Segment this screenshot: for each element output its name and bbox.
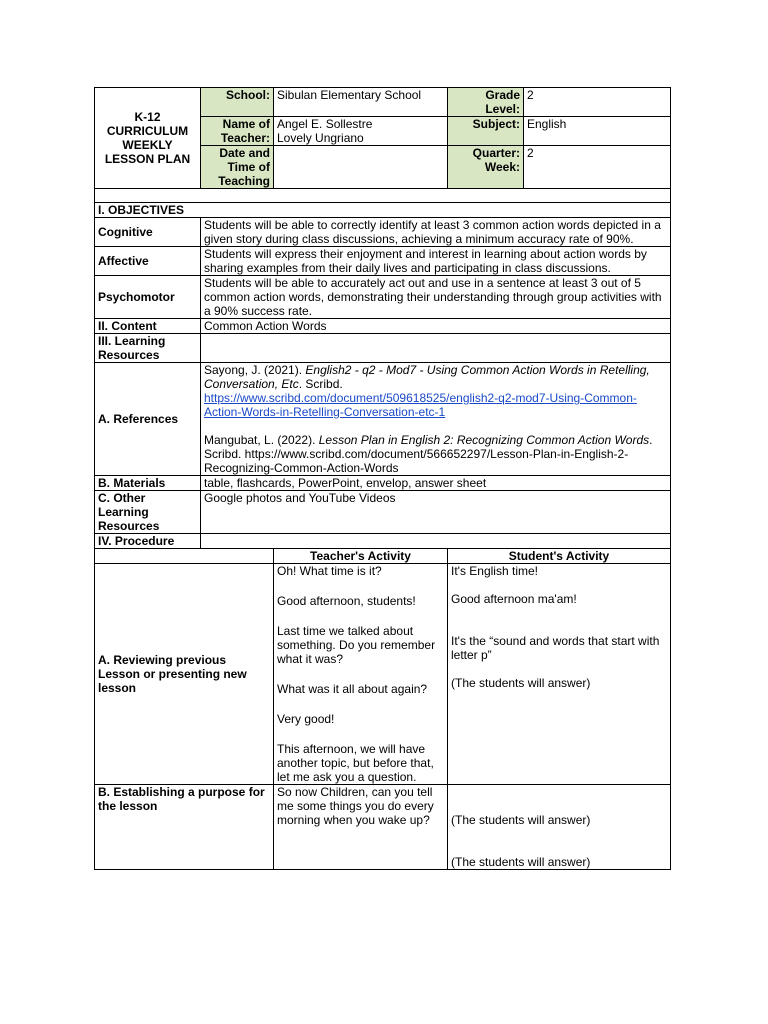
- subject-value: English: [524, 117, 671, 146]
- content-label: II. Content: [95, 319, 201, 334]
- content-value: Common Action Words: [201, 319, 671, 334]
- objectives-heading: I. OBJECTIVES: [95, 203, 671, 218]
- other-resources-label: C. Other Learning Resources: [95, 491, 201, 534]
- quarter-label: Quarter: Week:: [448, 146, 524, 189]
- student-activity-header: Student's Activity: [448, 549, 671, 564]
- teacher-activity-header: Teacher's Activity: [274, 549, 448, 564]
- date-label: Date and Time of Teaching: [201, 146, 274, 189]
- learning-resources-label: III. Learning Resources: [95, 334, 201, 363]
- lesson-plan-document: [94, 87, 670, 870]
- grade-label: Grade Level:: [448, 88, 524, 117]
- establishing-purpose-label: B. Establishing a purpose for the lesson: [95, 785, 274, 870]
- quarter-value: 2: [524, 146, 671, 189]
- spacer-row: [95, 189, 671, 203]
- references-value: [201, 363, 671, 476]
- learning-resources-value: [201, 334, 671, 363]
- establishing-purpose-teacher: So now Children, can you tell me some things you do every morning when you wake up?: [274, 785, 448, 870]
- school-label: School:: [201, 88, 274, 117]
- reviewing-lesson-teacher: Oh! What time is it? Good afternoon, students! Last time we talked about something. Do you remember what it was? What was it all about again? Very good! This afternoon, we will have another topic, but before that, let me ask you a question.: [274, 564, 448, 785]
- establishing-purpose-student: (The students will answer) (The students will answer): [448, 785, 671, 870]
- subject-label: Subject:: [448, 117, 524, 146]
- lesson-plan-table: [94, 87, 671, 870]
- affective-objective: Students will express their enjoyment and interest in learning about action words by sharing examples from their daily lives and participating in class discussions.: [201, 247, 671, 276]
- other-resources-value: Google photos and YouTube Videos: [201, 491, 671, 534]
- teacher-label: Name of Teacher:: [201, 117, 274, 146]
- reviewing-lesson-label: A. Reviewing previous Lesson or presenting new lesson: [95, 564, 274, 785]
- grade-value: 2: [524, 88, 671, 117]
- procedure-label: IV. Procedure: [95, 534, 201, 549]
- psychomotor-label: Psychomotor: [95, 276, 201, 319]
- reference-2: Mangubat, L. (2022). Lesson Plan in English 2: Recognizing Common Action Words. Scribd. https://www.scribd.com/document/566652297/Lesson-Plan-in-English-2-Recognizing-Common-Action-Words: [204, 433, 653, 475]
- reviewing-lesson-student: It's English time! Good afternoon ma'am! It's the “sound and words that start with letter p” (The students will answer): [448, 564, 671, 785]
- date-value: [274, 146, 448, 189]
- cognitive-objective: Students will be able to correctly identify at least 3 common action words depicted in a given story during class discussions, achieving a minimum accuracy rate of 90%.: [201, 218, 671, 247]
- materials-value: table, flashcards, PowerPoint, envelop, answer sheet: [201, 476, 671, 491]
- references-label: A. References: [95, 363, 201, 476]
- affective-label: Affective: [95, 247, 201, 276]
- procedure-header-blank: [95, 549, 274, 564]
- reference-1-link[interactable]: https://www.scribd.com/document/509618525/english2-q2-mod7-Using-Common-Action-Words-in-Retelling-Conversation-etc-1: [204, 391, 637, 419]
- teacher-value: Angel E. Sollestre Lovely Ungriano: [274, 117, 448, 146]
- school-value: Sibulan Elementary School: [274, 88, 448, 117]
- cognitive-label: Cognitive: [95, 218, 201, 247]
- reference-1: Sayong, J. (2021). English2 - q2 - Mod7 - Using Common Action Words in Retelling, Conversation, Etc. Scribd. https://www.scribd.com/document/509618525/english2-q2-mod7-Using-Common-Action-Words-in-Retelling-Conversation-etc-1: [204, 363, 650, 419]
- psychomotor-objective: Students will be able to accurately act out and use in a sentence at least 3 out of 5 common action words, demonstrating their understanding through group activities with a 90% success rate.: [201, 276, 671, 319]
- lesson-plan-title: K-12 CURRICULUM WEEKLY LESSON PLAN: [95, 88, 201, 189]
- procedure-value: [201, 534, 671, 549]
- materials-label: B. Materials: [95, 476, 201, 491]
